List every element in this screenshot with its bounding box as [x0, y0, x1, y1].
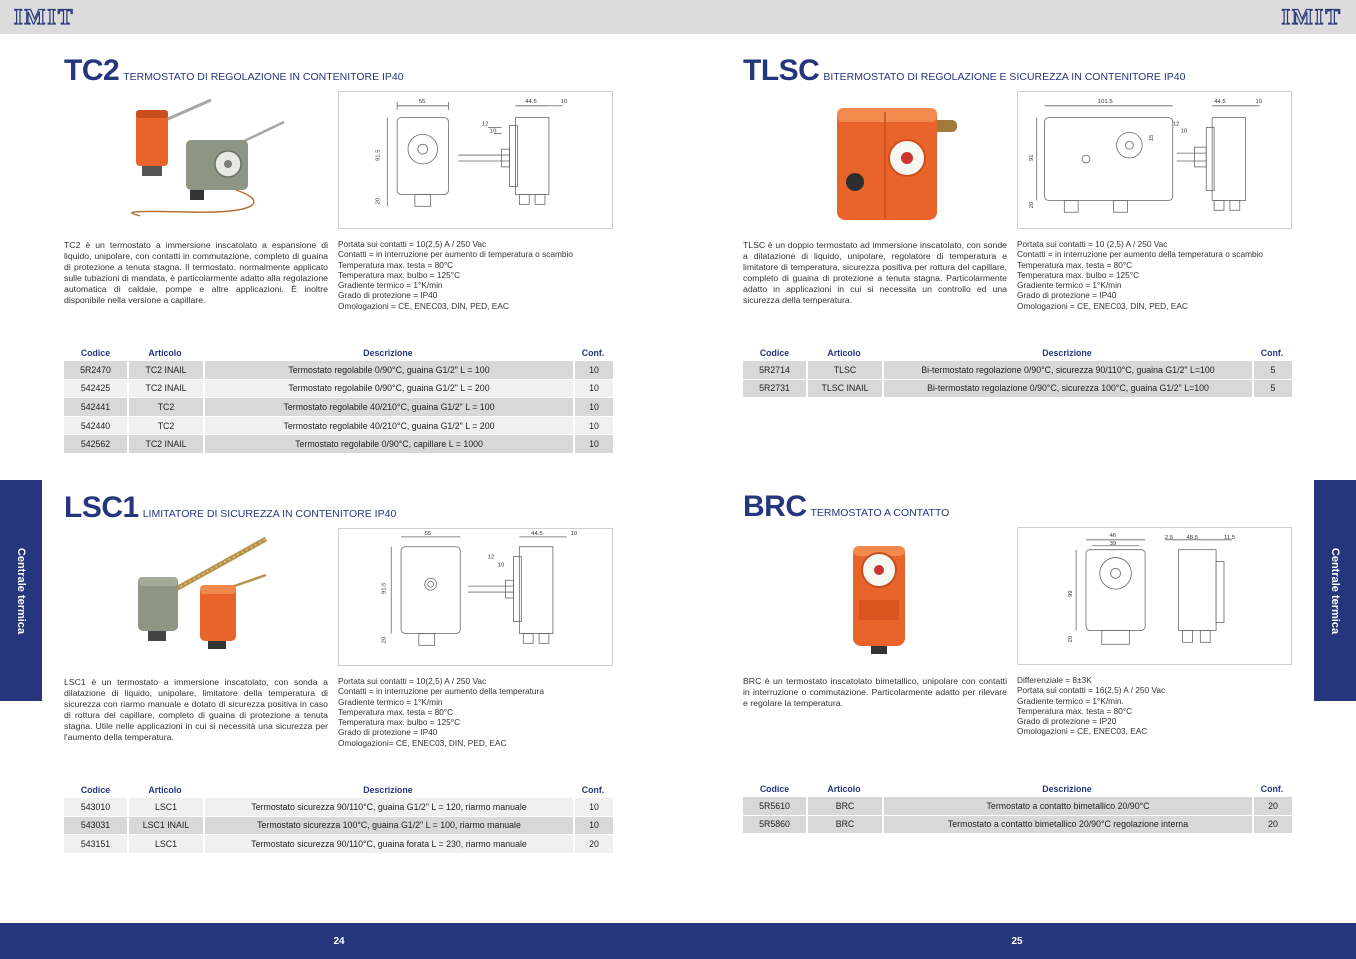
product-block-lsc1 [64, 491, 624, 891]
drawing-dimension: 48.5 [1186, 534, 1199, 541]
table-row [64, 361, 613, 380]
cell-description: Termostato sicurezza 90/110°C, guaina forata L = 230, riarmo manuale [203, 835, 573, 854]
column-header-code: Codice [759, 783, 790, 794]
drawing-dimension: 20 [1068, 635, 1075, 643]
spec-line: Temperatura max. bulbo = 125°C [1017, 269, 1140, 280]
drawing-dimension: 10 [1255, 98, 1263, 105]
cell-article: LSC1 [127, 798, 203, 817]
column-header-code: Codice [80, 784, 111, 795]
product-code: TLSC [743, 54, 820, 87]
column-header-conf: Conf. [1260, 347, 1284, 358]
cell-conf: 10 [573, 817, 613, 836]
product-block-tlsc [743, 54, 1303, 454]
table-row [743, 797, 1292, 816]
drawing-dimension: 44.5 [1214, 98, 1226, 105]
brand-logo-right: IMIT [1281, 4, 1342, 29]
brand-logo-left: IMIT [14, 4, 75, 29]
drawing-dimension: 15 [1149, 134, 1156, 142]
spec-line: Temperatura max. testa = 80°C [1017, 705, 1133, 716]
cell-article: TLSC [806, 361, 882, 380]
product-code: LSC1 [64, 491, 139, 524]
drawing-dimension: 44.5 [531, 530, 543, 537]
drawing-dimension: 12 [481, 121, 489, 128]
spec-line: Gradiente termico = 1°K/min [338, 696, 443, 707]
drawing-dimension: 46 [1109, 532, 1117, 539]
cell-code: 542562 [64, 435, 127, 454]
cell-description: Termostato regolabile 0/90°C, capillare L = 1000 [203, 435, 573, 454]
section-tab-left [0, 480, 42, 701]
drawing-dimension: 101.5 [1097, 98, 1113, 105]
column-header-code: Codice [80, 347, 111, 358]
drawing-dimension: 39 [1109, 540, 1117, 547]
spec-line: Portata sui contatti = 10 (2,5) A / 250 Vac [1017, 239, 1168, 249]
product-description: LSC1 è un termostato a immersione inscatolato, con sonda a dilatazione di liquido, unipolare, limitatore della temperatura di sicurezza con riarmo manuale e dotato di sicurezza positiva in caso di rottura del capillare, completo di guaina di protezione a tenuta stagna. Utile nelle applicazioni in cui si necessità una sicurezza per l'aumento della temperatura. [64, 677, 328, 742]
product-table [64, 781, 613, 854]
technical-drawing [1017, 527, 1292, 665]
cell-conf: 20 [573, 835, 613, 854]
cell-conf: 5 [1252, 361, 1292, 380]
page-number-right: 25 [1011, 936, 1023, 947]
spec-line: Differenziale = 8±3K [1017, 675, 1092, 685]
cell-article: BRC [806, 816, 882, 835]
table-row [64, 798, 613, 817]
cell-article: TLSC INAIL [806, 380, 882, 399]
cell-description: Bi-termostato regolazione 0/90°C, sicurezza 100°C, guaina G1/2" L=100 [882, 380, 1252, 399]
column-header-description: Descrizione [1042, 347, 1092, 358]
cell-article: BRC [806, 797, 882, 816]
product-photo [795, 82, 971, 220]
cell-code: 5R5860 [743, 816, 806, 835]
cell-conf: 20 [1252, 816, 1292, 835]
cell-article: LSC1 [127, 835, 203, 854]
table-header-row [64, 344, 613, 361]
table-row [743, 361, 1292, 380]
cell-description: Termostato sicurezza 100°C, guaina G1/2" L = 100, riarmo manuale [203, 817, 573, 836]
cell-description: Termostato regolabile 40/210°C, guaina G1/2" L = 100 [203, 398, 573, 417]
spec-line: Temperatura max. bulbo = 125°C [338, 269, 461, 280]
spec-line: Portata sui contatti = 10(2,5) A / 250 Vac [338, 239, 487, 249]
table-row [743, 380, 1292, 399]
spec-line: Grado di protezione = IP40 [1017, 290, 1117, 301]
spec-line: Omologazioni = CE, ENEC03, EAC [1017, 726, 1148, 737]
drawing-dimension: 20 [381, 636, 388, 644]
column-header-article: Articolo [827, 783, 861, 794]
product-subtitle: TERMOSTATO A CONTATTO [810, 507, 950, 519]
cell-code: 542441 [64, 398, 127, 417]
product-photo [116, 519, 292, 657]
cell-conf: 5 [1252, 380, 1292, 399]
product-subtitle: BITERMOSTATO DI REGOLAZIONE E SICUREZZA IN CONTENITORE IP40 [823, 71, 1186, 83]
cell-conf: 10 [573, 417, 613, 436]
cell-description: Termostato regolabile 40/210°C, guaina G1/2" L = 200 [203, 417, 573, 436]
cell-code: 543010 [64, 798, 127, 817]
product-table [743, 780, 1292, 834]
product-subtitle: LIMITATORE DI SICUREZZA IN CONTENITORE IP40 [142, 508, 397, 520]
cell-description: Termostato a contatto bimetallico 20/90°C regolazione interna [882, 816, 1252, 835]
product-code: TC2 [64, 54, 120, 87]
spec-line: Temperatura max. testa = 80°C [338, 259, 454, 270]
product-specs [1017, 675, 1302, 737]
section-tab-right [1314, 480, 1356, 701]
drawing-dimension: 10 [497, 562, 505, 569]
cell-code: 543151 [64, 835, 127, 854]
cell-description: Termostato sicurezza 90/110°C, guaina G1/2" L = 120, riarmo manuale [203, 798, 573, 817]
product-description: TLSC è un doppio termostato ad immersione inscatolato, con sonde a dilatazione di liquido, unipolare, regolatore di temperatura e limitatore di temperatura, sicurezza positiva per rottura del capillare, completo di guaina di protezione a tenuta stagna. Particolarmente adatto in applicazioni in cui si necessita un controllo ed una sicurezza della temperatura. [743, 240, 1007, 305]
drawing-dimension: 12 [487, 554, 495, 561]
product-specs [338, 676, 623, 748]
drawing-dimension: 44.5 [525, 98, 537, 105]
cell-code: 5R2731 [743, 380, 806, 399]
spec-line: Contatti = in interruzione per aumento della temperatura [338, 686, 544, 697]
top-bar [0, 0, 1356, 34]
column-header-conf: Conf. [1260, 783, 1284, 794]
product-specs [1017, 239, 1302, 311]
cell-conf: 10 [573, 798, 613, 817]
spec-line: Temperatura max. testa = 80°C [1017, 259, 1133, 270]
spec-line: Temperatura max. testa = 80°C [338, 706, 454, 717]
drawing-dimension: 91.5 [375, 149, 382, 161]
drawing-dimension: 20 [1028, 201, 1035, 209]
cell-code: 5R2714 [743, 361, 806, 380]
product-block-brc [743, 490, 1303, 890]
table-header-row [743, 780, 1292, 797]
cell-description: Termostato a contatto bimetallico 20/90°C [882, 797, 1252, 816]
drawing-dimension: 55 [418, 98, 426, 105]
technical-drawing [1017, 91, 1292, 229]
section-tab-label: Centrale termica [1329, 547, 1341, 634]
cell-article: LSC1 INAIL [127, 817, 203, 836]
spec-line: Gradiente termico = 1°K/min [338, 280, 443, 290]
spec-line: Gradiente termico = 1°K/min [1017, 280, 1122, 290]
spec-line: Gradiente termico = 1°K/min. [1017, 695, 1124, 706]
column-header-conf: Conf. [581, 347, 605, 358]
spec-line: Omologazioni = CE, ENEC03, DIN, PED, EAC [338, 300, 509, 311]
cell-article: TC2 [127, 398, 203, 417]
column-header-description: Descrizione [363, 347, 413, 358]
cell-description: Termostato regolabile 0/90°C, guaina G1/2" L = 100 [203, 361, 573, 380]
table-row [64, 398, 613, 417]
product-code: BRC [743, 490, 807, 523]
table-row [64, 817, 613, 836]
cell-article: TC2 INAIL [127, 435, 203, 454]
footer-bar [0, 923, 1356, 959]
cell-conf: 10 [573, 398, 613, 417]
product-description: BRC è un termostato inscatolato bimetallico, unipolare con contatti in interruzione o commutazione. Particolarmente adatto per rilevare e regolare la temperatura. [743, 676, 1007, 708]
product-table [64, 344, 613, 454]
cell-article: TC2 [127, 417, 203, 436]
drawing-dimension: 99 [1068, 590, 1075, 597]
drawing-dimension: 11.5 [1223, 534, 1236, 541]
drawing-dimension: 91.5 [381, 582, 388, 595]
cell-article: TC2 INAIL [127, 380, 203, 399]
spec-line: Grado di protezione = IP40 [338, 290, 438, 301]
spec-line: Temperatura max. bulbo = 125°C [338, 717, 461, 727]
cell-code: 542425 [64, 380, 127, 399]
table-header-row [743, 344, 1292, 361]
cell-conf: 10 [573, 380, 613, 399]
product-specs [338, 239, 623, 311]
spec-line: Grado di protezione = IP40 [338, 727, 438, 738]
cell-code: 543031 [64, 817, 127, 836]
column-header-description: Descrizione [363, 784, 413, 795]
spec-line: Portata sui contatti = 10(2,5) A / 250 Vac [338, 676, 487, 686]
spec-line: Grado di protezione = IP20 [1017, 716, 1117, 726]
cell-code: 5R2470 [64, 361, 127, 380]
product-photo [795, 518, 971, 656]
column-header-article: Articolo [148, 347, 182, 358]
column-header-conf: Conf. [581, 784, 605, 795]
product-block-tc2 [64, 54, 624, 454]
table-row [64, 380, 613, 399]
column-header-article: Articolo [148, 784, 182, 795]
spec-line: Contatti = in interruzione per aumento di temperatura o scambio [338, 249, 573, 260]
cell-conf: 10 [573, 361, 613, 380]
table-row [64, 435, 613, 454]
drawing-dimension: 10 [489, 128, 497, 135]
table-row [64, 835, 613, 854]
spec-line: Omologazioni= CE, ENEC03, DIN, PED, EAC [338, 737, 507, 748]
cell-description: Termostato regolabile 0/90°C, guaina G1/2" L = 200 [203, 380, 573, 399]
cell-article: TC2 INAIL [127, 361, 203, 380]
drawing-dimension: 2.5 [1164, 534, 1174, 541]
product-table [743, 344, 1292, 398]
column-header-article: Articolo [827, 347, 861, 358]
table-row [64, 417, 613, 436]
spec-line: Omologazioni = CE, ENEC03, DIN, PED, EAC [1017, 300, 1188, 311]
cell-code: 542440 [64, 417, 127, 436]
drawing-dimension: 20 [375, 197, 382, 205]
spec-line: Portata sui contatti = 16(2,5) A / 250 Vac [1017, 685, 1166, 696]
table-header-row [64, 781, 613, 798]
drawing-dimension: 10 [1180, 128, 1188, 135]
page-number-left: 24 [333, 936, 345, 947]
cell-code: 5R5610 [743, 797, 806, 816]
table-row [743, 816, 1292, 835]
column-header-code: Codice [759, 347, 790, 358]
product-description: TC2 è un termostato a immersione inscatolato a espansione di liquido, unipolare, con contatti in commutazione, completo di guaina di protezione a tenuta stagna. Il termostato, normalmente applicato sulle tubazioni di mandata, è particolarmente adatto alla regolazione automatica di caldaie, pompe e altre applicazioni. È inoltre disponibile nella versione a capillare. [64, 240, 328, 305]
drawing-dimension: 12 [1172, 121, 1180, 128]
drawing-dimension: 55 [424, 530, 432, 537]
cell-description: Bi-termostato regolazione 0/90°C, sicurezza 90/110°C, guaina G1/2" L=100 [882, 361, 1252, 380]
cell-conf: 20 [1252, 797, 1292, 816]
column-header-description: Descrizione [1042, 783, 1092, 794]
technical-drawing [338, 528, 613, 666]
spec-line: Contatti = in interruzione per aumento della temperatura o scambio [1017, 249, 1264, 260]
section-tab-label: Centrale termica [15, 547, 27, 634]
drawing-dimension: 10 [560, 98, 568, 105]
technical-drawing [338, 91, 613, 229]
drawing-dimension: 91 [1028, 154, 1035, 161]
product-photo [116, 82, 292, 220]
cell-conf: 10 [573, 435, 613, 454]
drawing-dimension: 10 [570, 530, 578, 537]
product-subtitle: TERMOSTATO DI REGOLAZIONE IN CONTENITORE IP40 [123, 71, 404, 83]
